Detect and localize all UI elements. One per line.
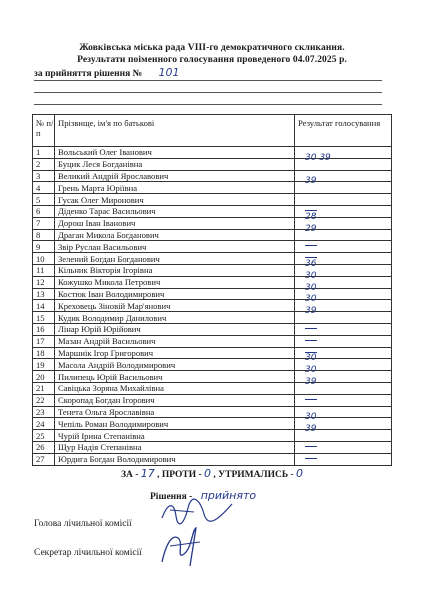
- table-row: [33, 406, 392, 418]
- row-number: 17: [33, 335, 55, 347]
- row-result: [295, 176, 392, 194]
- row-name: Вольський Олег Іванович: [55, 147, 295, 159]
- vote-mark: 30: [305, 365, 317, 376]
- table-row: [33, 217, 392, 229]
- row-number: 12: [33, 276, 55, 288]
- against-dash: [305, 210, 317, 211]
- head-label: Голова лічильної комісії: [34, 519, 132, 529]
- table-row: [33, 418, 392, 430]
- table-row: [33, 335, 392, 347]
- row-result: [295, 306, 392, 324]
- document-header: [0, 42, 424, 66]
- row-number: 14: [33, 300, 55, 312]
- row-number: 22: [33, 394, 55, 406]
- table-row: [33, 288, 392, 300]
- row-name: Тенета Ольга Ярославівна: [55, 406, 295, 418]
- vote-mark: 39: [305, 306, 317, 317]
- row-number: 23: [33, 406, 55, 418]
- row-name: Гусак Олег Миронович: [55, 194, 295, 206]
- row-name: Драган Микола Богданович: [55, 229, 295, 241]
- header-number: № п/п: [33, 115, 55, 147]
- table-row: [33, 323, 392, 335]
- row-number: 21: [33, 382, 55, 394]
- table-row: [33, 158, 392, 170]
- against-dash: [305, 328, 317, 329]
- row-name: Щур Надія Степанівна: [55, 441, 295, 453]
- table-row: [33, 229, 392, 241]
- row-result: [295, 453, 392, 465]
- head-signature: [158, 496, 238, 526]
- row-name: Чурій Ірина Степанівна: [55, 430, 295, 442]
- row-number: 6: [33, 205, 55, 217]
- decision-number: 101: [158, 66, 180, 79]
- row-name: Юрдига Богдан Володимирович: [55, 453, 295, 465]
- table-row: [33, 276, 392, 288]
- row-number: 1: [33, 147, 55, 159]
- table-row: [33, 300, 392, 312]
- vote-mark: 39: [305, 424, 317, 435]
- table-row: [33, 264, 392, 276]
- table-row: [33, 371, 392, 383]
- row-number: 13: [33, 288, 55, 300]
- row-number: 27: [33, 453, 55, 465]
- row-result: [295, 194, 392, 206]
- row-name: Скоропад Богдан Ігорович: [55, 394, 295, 406]
- row-result: [295, 241, 392, 253]
- row-name: Дорош Іван Іванович: [55, 217, 295, 229]
- row-number: 7: [33, 217, 55, 229]
- against-dash: [305, 340, 317, 341]
- against-dash: [305, 458, 317, 459]
- row-number: 19: [33, 359, 55, 371]
- secretary-label: Секретар лічильної комісії: [34, 548, 142, 558]
- row-name: Лінар Юрій Юрійович: [55, 323, 295, 335]
- result-value: прийнято: [200, 489, 257, 502]
- vote-date-title: Результати поіменного голосування проведеного 04.07.2025 р.: [77, 55, 347, 65]
- row-name: Діденко Тарас Васильович: [55, 205, 295, 217]
- row-name: Грень Марта Юріївна: [55, 182, 295, 194]
- vote-mark: 36: [305, 258, 317, 269]
- row-result: [295, 223, 392, 241]
- table-row: [33, 253, 392, 265]
- vote-mark: 28: [305, 211, 317, 222]
- table-row: [33, 312, 392, 324]
- against-dash: [305, 399, 317, 400]
- table-row: [33, 453, 392, 465]
- vote-mark: 30: [305, 353, 317, 364]
- row-result: [295, 152, 392, 170]
- row-number: 26: [33, 441, 55, 453]
- blank-line: [34, 92, 382, 93]
- za-value: 17: [140, 467, 155, 480]
- row-number: 20: [33, 371, 55, 383]
- header-name: Прізвище, ім'я по батькові: [55, 115, 295, 147]
- vote-totals: [0, 467, 424, 480]
- row-number: 8: [33, 229, 55, 241]
- proty-label: , ПРОТИ -: [157, 470, 202, 480]
- table-row: [33, 170, 392, 182]
- against-dash: [305, 245, 317, 246]
- row-name: Великий Андрій Ярославович: [55, 170, 295, 182]
- row-number: 4: [33, 182, 55, 194]
- row-result: [295, 335, 392, 347]
- row-number: 2: [33, 158, 55, 170]
- against-dash: [305, 446, 317, 447]
- row-number: 25: [33, 430, 55, 442]
- vote-mark: 30: [305, 294, 317, 305]
- row-result: [295, 323, 392, 335]
- row-number: 24: [33, 418, 55, 430]
- row-name: Костюк Іван Володимирович: [55, 288, 295, 300]
- blank-line: [34, 104, 382, 105]
- table-row: [33, 441, 392, 453]
- vote-mark: 30: [305, 270, 317, 281]
- secretary-signature: [156, 524, 212, 570]
- za-label: ЗА -: [120, 470, 139, 480]
- table-row: [33, 241, 392, 253]
- row-number: 18: [33, 347, 55, 359]
- row-number: 16: [33, 323, 55, 335]
- proty-value: 0: [204, 467, 212, 480]
- table-row: [33, 194, 392, 206]
- row-result: [295, 394, 392, 406]
- table-row: [33, 394, 392, 406]
- vote-mark: 39: [305, 176, 317, 187]
- row-number: 3: [33, 170, 55, 182]
- row-name: Кожушко Микола Петрович: [55, 276, 295, 288]
- row-name: Мазан Андрій Васильович: [55, 335, 295, 347]
- decision-line: [34, 66, 180, 79]
- result-label: Рішення -: [150, 492, 193, 502]
- blank-line: [34, 80, 382, 81]
- row-name: Кільник Вікторія Ігорівна: [55, 264, 295, 276]
- table-header-row: [33, 115, 392, 147]
- vote-mark: 30: [305, 412, 317, 423]
- row-name: Креховець Зіновій Мар'янович: [55, 300, 295, 312]
- vote-mark: 29: [305, 223, 317, 234]
- row-number: 5: [33, 194, 55, 206]
- table-row: [33, 347, 392, 359]
- row-number: 15: [33, 312, 55, 324]
- table-row: [33, 182, 392, 194]
- row-number: 11: [33, 264, 55, 276]
- vote-mark: 30 39: [305, 152, 331, 163]
- row-name: Савіцька Зоряна Михайлівна: [55, 382, 295, 394]
- row-result: [295, 424, 392, 442]
- utrym-value: 0: [296, 467, 304, 480]
- vote-mark: 39: [305, 376, 317, 387]
- decision-label: за прийняття рішення №: [34, 69, 143, 79]
- table-row: [33, 205, 392, 217]
- row-result: [295, 441, 392, 453]
- table-row: [33, 430, 392, 442]
- row-result: [295, 376, 392, 394]
- row-name: Буцик Леся Богданівна: [55, 158, 295, 170]
- row-name: Масола Андрій Володимирович: [55, 359, 295, 371]
- table-row: [33, 359, 392, 371]
- row-name: Чепіль Роман Володимирович: [55, 418, 295, 430]
- header-result: Результат голосування: [295, 115, 392, 147]
- utrym-label: , УТРИМАЛИСЬ -: [213, 470, 294, 480]
- row-name: Кудик Володимир Данилович: [55, 312, 295, 324]
- table-row: [33, 382, 392, 394]
- vote-table: [32, 114, 392, 466]
- row-number: 10: [33, 253, 55, 265]
- vote-mark: 30: [305, 282, 317, 293]
- council-title: Жовківська міська рада VIII-го демократичного скликання.: [79, 43, 345, 53]
- row-name: Маршиік Ігор Григорович: [55, 347, 295, 359]
- table-row: [33, 147, 392, 159]
- row-name: Звір Руслан Васильович: [55, 241, 295, 253]
- row-number: 9: [33, 241, 55, 253]
- row-name: Пилипець Юрій Васильович: [55, 371, 295, 383]
- row-name: Зелений Богдан Богданович: [55, 253, 295, 265]
